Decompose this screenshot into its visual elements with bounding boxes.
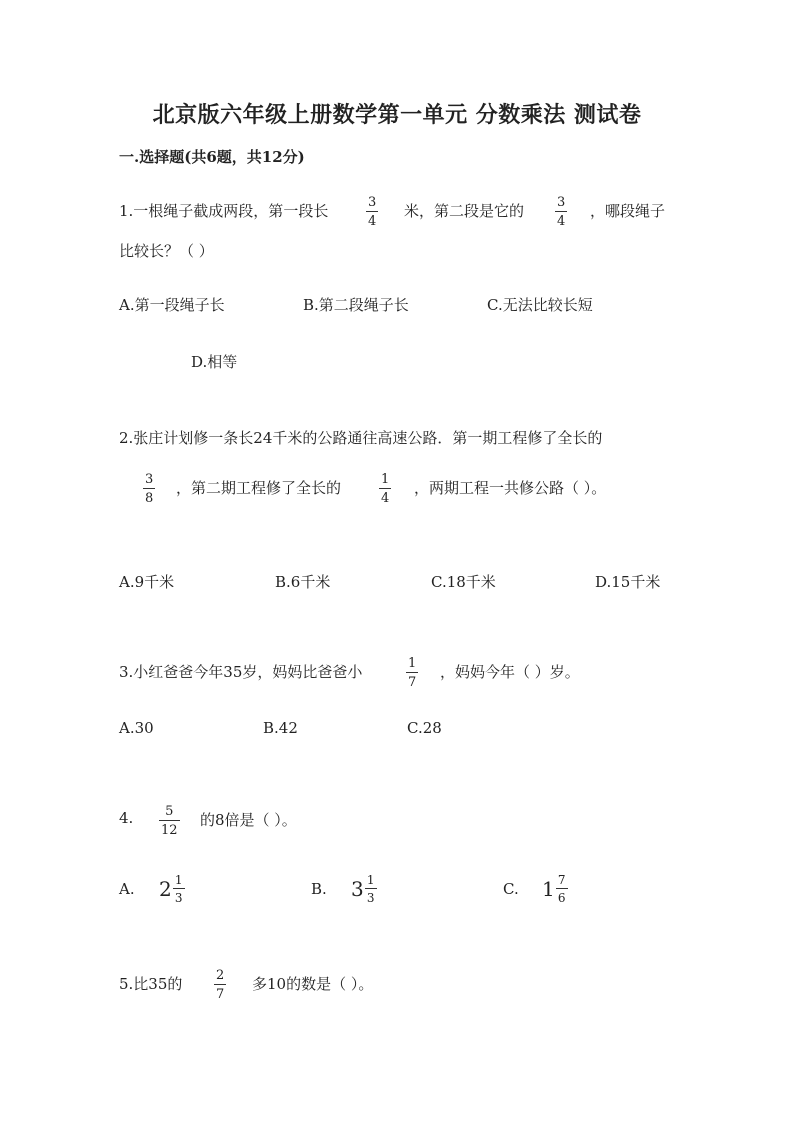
q2-option-d[interactable]: D.15千米 [595,573,661,591]
q1-text-part1: 1.一根绳子截成两段，第一段长 [119,202,329,220]
q1-fraction-2-denominator: 4 [557,214,566,229]
mixed-denominator: 3 [174,891,183,905]
mixed-numerator: 7 [557,873,566,887]
mixed-denominator: 3 [366,891,375,905]
q2-fraction-2-numerator: 1 [381,472,390,487]
q2-option-c[interactable]: C.18千米 [431,573,496,591]
q2-fraction-2 [379,473,391,505]
mixed-number-whole: 2 [159,877,172,901]
q1-fraction-1-denominator: 4 [368,214,377,229]
q1-text-part4: 比较长？（ ） [119,242,214,260]
q4-option-c-label[interactable]: C. [503,880,519,898]
page-title: 北京版六年级上册数学第一单元 分数乘法 测试卷 [152,102,642,128]
mixed-numerator: 1 [174,873,183,887]
q2-option-b[interactable]: B.6千米 [275,573,331,591]
q3-fraction-1 [406,657,418,689]
mixed-number-fraction [365,874,377,904]
q1-fraction-2-numerator: 3 [557,195,566,210]
mixed-number-whole: 3 [351,877,364,901]
q5-text-part2: 多10的数是（ ）。 [252,975,374,993]
mixed-number-fraction [173,874,185,904]
q2-fraction-2-denominator: 4 [381,491,390,506]
q3-text-part1: 3.小红爸爸今年35岁，妈妈比爸爸小 [119,663,363,681]
q3-option-b[interactable]: B.42 [263,719,298,737]
q4-fraction-1-denominator: 12 [161,823,178,838]
q5-fraction-1-numerator: 2 [216,968,225,983]
q4-option-a-value[interactable] [159,874,185,904]
q5-fraction-1 [214,969,226,1001]
mixed-number-fraction [556,874,568,904]
q1-option-d[interactable]: D.相等 [191,353,238,371]
q4-fraction-1-numerator: 5 [165,804,174,819]
q5-text-part1: 5.比35的 [119,975,183,993]
q4-option-a-label[interactable]: A. [119,880,135,898]
q3-option-c[interactable]: C.28 [407,719,442,737]
mixed-numerator: 1 [366,873,375,887]
q2-fraction-1 [143,473,155,505]
q3-fraction-1-denominator: 7 [408,675,417,690]
q2-fraction-1-numerator: 3 [145,472,154,487]
q1-option-a[interactable]: A.第一段绳子长 [119,296,225,314]
mixed-number-whole: 1 [542,877,555,901]
q4-fraction-1 [159,805,180,837]
q1-fraction-1 [366,196,378,228]
q2-text-part3: ，两期工程一共修公路（ ）。 [414,479,607,497]
q1-text-part3: ，哪段绳子 [590,202,666,220]
q2-fraction-1-denominator: 8 [145,491,154,506]
q3-text-part2: ，妈妈今年（ ）岁。 [440,663,580,681]
section-heading: 一.选择题(共6题，共12分) [119,148,305,166]
mixed-denominator: 6 [557,891,566,905]
q4-text-part1: 4. [119,809,134,827]
q3-option-a[interactable]: A.30 [119,719,154,737]
q1-fraction-2 [555,196,567,228]
q4-option-b-value[interactable] [351,874,377,904]
q1-option-c[interactable]: C.无法比较长短 [487,296,593,314]
q3-fraction-1-numerator: 1 [408,656,417,671]
q1-text-part2: 米，第二段是它的 [404,202,525,220]
q4-option-c-value[interactable] [542,874,568,904]
q4-option-b-label[interactable]: B. [311,880,327,898]
q1-fraction-1-numerator: 3 [368,195,377,210]
q1-option-b[interactable]: B.第二段绳子长 [303,296,409,314]
q2-option-a[interactable]: A.9千米 [119,573,175,591]
q4-text-part2: 的8倍是（ ）。 [200,811,297,829]
q5-fraction-1-denominator: 7 [216,987,225,1002]
q2-text-part2: ，第二期工程修了全长的 [176,479,342,497]
q2-text-part1: 2.张庄计划修一条长24千米的公路通往高速公路．第一期工程修了全长的 [119,429,603,447]
